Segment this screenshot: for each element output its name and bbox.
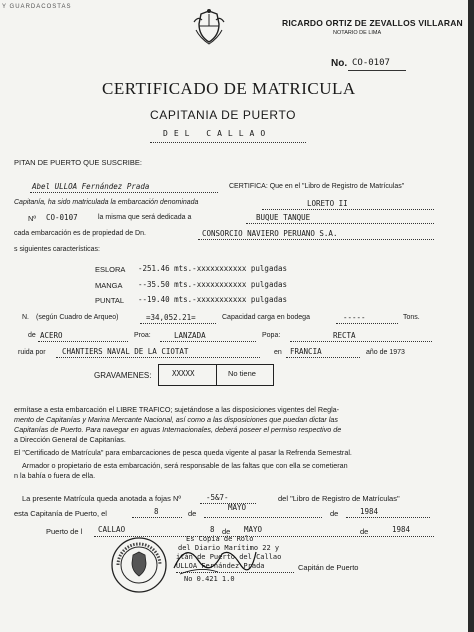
stamp-line: No 0.421 1.0 — [184, 575, 235, 583]
paragraph-line: mento de Capitanías y Marina Mercante Nacional, así como a las disposiciones que puedan dictar las — [14, 415, 339, 424]
footer-de1: de — [222, 527, 231, 536]
certificate-port: DEL CALLAO — [163, 129, 272, 138]
hull-value: ACERO — [40, 331, 63, 340]
eslora-value: -251.46 mts.-xxxxxxxxxxx pulgadas — [138, 264, 288, 273]
paragraph-line: Capitanías de Puerto. Para navegar en aguas Internacionales, deberá poseer el permiso respectivo de — [14, 425, 342, 434]
paragraph-line: El "Certificado de Matrícula" para embarcaciones de pesca queda vigente al pasar la Refrenda Semestral. — [14, 448, 352, 457]
signer-name: Abel ULLOA Fernández Prada — [32, 182, 150, 191]
gravamenes-divider — [216, 365, 217, 385]
paragraph-line: ermítase a esta embarcación el LIBRE TRAFICO; sujetándose a las disposiciones vigentes del Regla- — [14, 405, 340, 414]
registry-de2: de — [330, 509, 339, 518]
stamp-line: itán de Puerto del Callao — [176, 553, 282, 561]
eslora-label: ESLORA — [95, 265, 126, 274]
dedicated-value: BUQUE TANQUE — [256, 213, 311, 222]
manga-label: MANGA — [95, 281, 123, 290]
paragraph-line: Armador o propietario de esta embarcación, será responsable de las faltas que con ella se cometieran — [22, 461, 348, 470]
capacity-label: Capacidad carga en bodega — [222, 314, 310, 321]
intro-line: PITAN DE PUERTO QUE SUSCRIBE: — [14, 158, 142, 167]
vessel-name: LORETO II — [307, 199, 348, 208]
no-label: Nº — [28, 214, 37, 223]
arqueo-value: =34,052.21= — [146, 313, 196, 322]
signer-dots — [30, 192, 218, 193]
registry-month-dots — [204, 517, 322, 518]
popa-label: Popa: — [262, 332, 281, 339]
built-label: ruida por — [18, 349, 46, 356]
footer-place-value: CALLAO — [98, 525, 126, 534]
capacity-dots — [336, 323, 398, 324]
country-value: FRANCIA — [290, 347, 322, 356]
builder-dots — [56, 357, 260, 358]
vessel-dots — [262, 209, 434, 210]
captain-title: Capitán de Puerto — [298, 563, 359, 572]
capacity-value: ----- — [343, 313, 366, 322]
year-label: año de 1973 — [366, 349, 405, 356]
scan-edge — [468, 0, 474, 632]
proa-dots — [160, 341, 256, 342]
tons-label: Tons. — [403, 314, 420, 321]
registry-suffix: del "Libro de Registro de Matrículas" — [278, 494, 400, 503]
footer-year: 1984 — [392, 525, 411, 534]
arqueo-label: (según Cuadro de Arqueo) — [36, 314, 119, 321]
manga-value: --35.50 mts.-xxxxxxxxxxx pulgadas — [138, 280, 288, 289]
registry-year: 1984 — [360, 507, 379, 516]
top-left-header: Y GUARDACOSTAS — [2, 4, 72, 10]
notary-name: RICARDO ORTIZ DE ZEVALLOS VILLARAN — [282, 18, 463, 28]
vessel-label: Capitanía, ha sido matriculada la embarcación denominada — [14, 199, 199, 206]
registry-day: 8 — [154, 507, 159, 516]
owner-label: cada embarcación es de propiedad de Dn. — [14, 230, 146, 237]
dedicated-dots — [246, 223, 434, 224]
hull-label: de — [28, 332, 36, 339]
popa-dots — [290, 341, 432, 342]
proa-label: Proa: — [134, 332, 151, 339]
dedicated-label: la misma que será dedicada a — [98, 214, 192, 221]
certifica-text: CERTIFICA: Que en el "Libro de Registro de Matrículas" — [229, 183, 405, 190]
gravamenes-value: No tiene — [228, 369, 256, 378]
ministry-seal-icon — [110, 536, 168, 594]
coat-of-arms-icon — [192, 8, 226, 46]
puntal-value: --19.40 mts.-xxxxxxxxxxx pulgadas — [138, 295, 288, 304]
characteristics-label: s siguientes características: — [14, 246, 100, 253]
gravamenes-crossed: XXXXX — [172, 369, 195, 378]
registry-de1: de — [188, 509, 197, 518]
arqueo-dots — [140, 323, 216, 324]
registry-label: La presente Matrícula queda anotada a fojas Nº — [22, 494, 182, 503]
builder-value: CHANTIERS NAVAL DE LA CIOTAT — [62, 347, 189, 356]
gravamenes-label: GRAVAMENES: — [94, 371, 152, 380]
notary-title: NOTARIO DE LIMA — [333, 30, 382, 36]
doc-number-value: CO-0107 — [352, 58, 390, 68]
hull-dots — [38, 341, 128, 342]
registry-date-label: esta Capitanía de Puerto, el — [14, 509, 107, 518]
certificate-title: CERTIFICADO DE MATRICULA — [102, 79, 356, 98]
doc-number-underline — [348, 70, 406, 71]
registry-day-dots — [132, 517, 182, 518]
paragraph-line: n la bahía o fuera de ella. — [14, 471, 96, 480]
owner-dots — [198, 239, 434, 240]
stamp-line: del Diario Marítimo 22 y — [178, 544, 280, 552]
signature-icon — [170, 538, 260, 582]
country-dots — [286, 357, 360, 358]
proa-value: LANZADA — [174, 331, 206, 340]
stamp-line: Es Copia de Rolo — [186, 535, 254, 543]
no-value: CO-0107 — [46, 213, 78, 222]
doc-number-label: No. — [331, 58, 348, 69]
registry-month: MAYO — [228, 503, 247, 512]
footer-place-label: Puerto de l — [46, 527, 83, 536]
country-label: en — [274, 349, 282, 356]
paragraph-line: a Dirección General de Capitanías. — [14, 435, 126, 444]
certificate-subtitle: CAPITANIA DE PUERTO — [150, 108, 297, 122]
footer-day: 8 — [210, 525, 215, 534]
stamp-line: ULLOA Fernández Prada — [176, 562, 265, 570]
popa-value: RECTA — [333, 331, 356, 340]
registry-year-dots — [346, 517, 430, 518]
tonnage-prefix: N. — [22, 314, 29, 321]
owner-value: CONSORCIO NAVIERO PERUANO S.A. — [202, 229, 338, 238]
fojas-value: -5&7- — [206, 493, 229, 502]
port-dots — [150, 142, 306, 143]
puntal-label: PUNTAL — [95, 296, 125, 305]
footer-de2: de — [360, 527, 369, 536]
footer-month: MAYO — [244, 525, 263, 534]
